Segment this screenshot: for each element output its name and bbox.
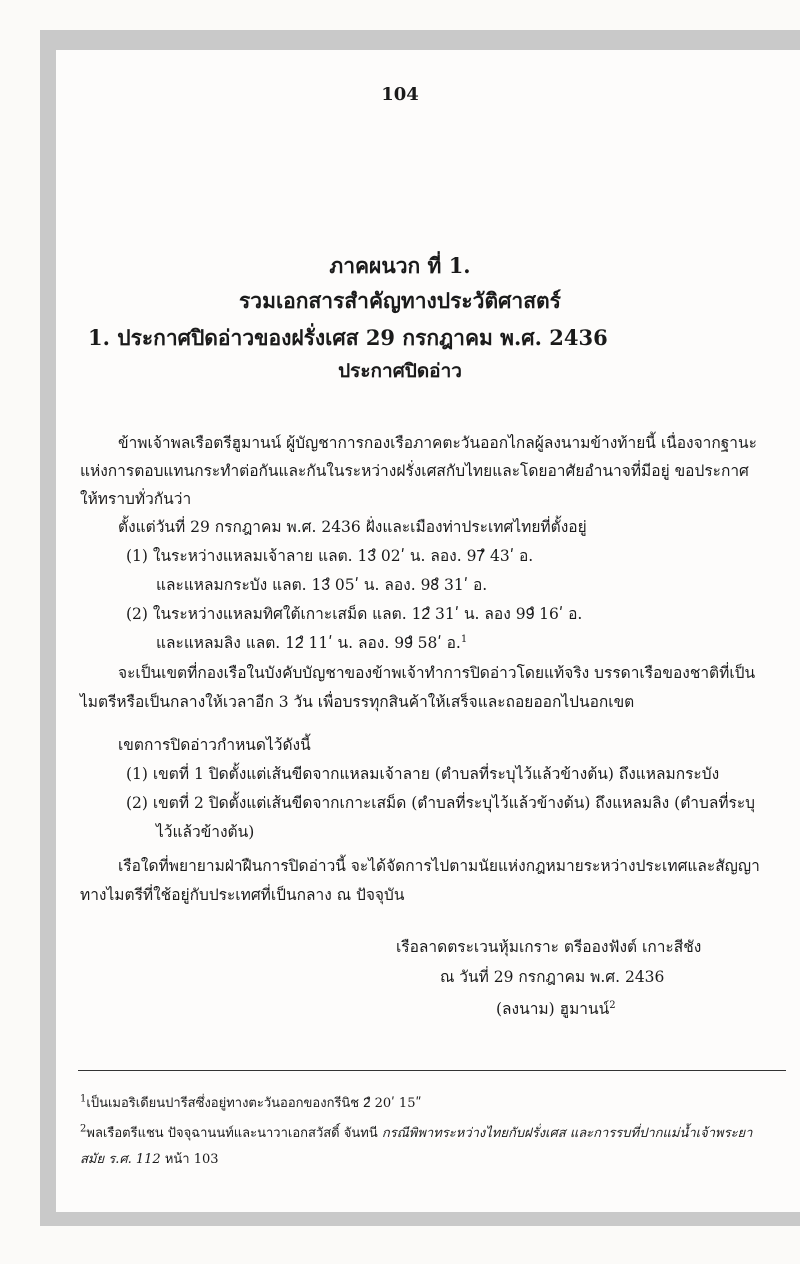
zone-item-2-line-2: ไว้แล้วข้างต้น)	[156, 823, 255, 841]
footnote-divider	[78, 1070, 786, 1071]
footnote-2-page: หน้า 103	[160, 1152, 219, 1167]
area-item-1-line-1: (1) ในระหว่างแหลมเจ้าลาย แลต. 13ํ 02ʹ น. ลอง. 97ํ 43ʹ อ.	[126, 547, 534, 565]
zone-item-1: (1) เขตที่ 1 ปิดตั้งแต่เส้นขีดจากแหลมเจ้าลาย (ตำบลที่ระบุไว้แล้วข้างต้น) ถึงแหลมกระบัง	[126, 765, 720, 783]
paragraph-3-line-2: ไมตรีหรือเป็นกลางให้เวลาอีก 3 วัน เพื่อบรรทุกสินค้าให้เสร็จและถอยออกไปนอกเขต	[80, 693, 635, 711]
appendix-heading: ภาคผนวก ที่ 1.	[329, 253, 471, 278]
footnote-2-mark: 2	[80, 1123, 87, 1135]
paragraph-2: ตั้งแต่วันที่ 29 กรกฎาคม พ.ศ. 2436 ฝั่งและเมืองท่าประเทศไทยที่ตั้งอยู่	[118, 518, 587, 536]
paragraph-1-line-2: แห่งการตอบแทนกระทำต่อกันและกันในระหว่างฝรั่งเศสกับไทยและโดยอาศัยอำนาจที่มีอยู่ ขอประกาศ	[80, 462, 749, 480]
footnote-1	[80, 1092, 421, 1113]
section-heading: 1. ประกาศปิดอ่าวของฝรั่งเศส 29 กรกฎาคม พ.ศ. 2436	[88, 325, 608, 350]
area-item-2-line-2-text: และแหลมลิง แลต. 12ํ 11ʹ น. ลอง. 99ํ 58ʹ อ.	[156, 634, 461, 653]
paragraph-5-line-1: เรือใดที่พยายามฝ่าฝืนการปิดอ่าวนี้ จะได้จัดการไปตามนัยแห่งกฎหมายระหว่างประเทศและสัญญา	[118, 857, 760, 875]
document-title: ประกาศปิดอ่าว	[338, 360, 462, 382]
paragraph-1-line-3: ให้ทราบทั่วกันว่า	[80, 490, 192, 508]
paragraph-4: เขตการปิดอ่าวกำหนดไว้ดังนี้	[118, 736, 311, 754]
footnote-2-line-1	[80, 1122, 752, 1143]
footnote-ref-2: 2	[609, 1000, 616, 1011]
page-number: 104	[381, 84, 419, 105]
collection-heading: รวมเอกสารสำคัญทางประวัติศาสตร์	[239, 288, 561, 313]
page-frame-bottom	[40, 1212, 800, 1226]
footnote-2-authors: พลเรือตรีแชน ปัจจุฉานนท์และนาวาเอกสวัสดิ์ จันทนี	[86, 1126, 382, 1141]
paragraph-3-line-1: จะเป็นเขตที่กองเรือในบังคับบัญชาของข้าพเจ้าทำการปิดอ่าวโดยแท้จริง บรรดาเรือของชาติที่เป็น	[118, 664, 756, 682]
paragraph-5-line-2: ทางไมตรีที่ใช้อยู่กับประเทศที่เป็นกลาง ณ ปัจจุบัน	[80, 886, 405, 904]
footnote-2-era: สมัย ร.ศ. 112	[80, 1152, 161, 1167]
paragraph-1-line-1: ข้าพเจ้าพลเรือตรีฮูมานน์ ผู้บัญชาการกองเรือภาคตะวันออกไกลผู้ลงนามข้างท้ายนี้ เนื่องจากฐานะ	[118, 434, 757, 452]
page-sheet	[56, 50, 800, 1212]
signature-name	[496, 1000, 616, 1019]
area-item-1-line-2: และแหลมกระบัง แลต. 13ํ 05ʹ น. ลอง. 98ํ 31ʹ อ.	[156, 576, 488, 594]
area-item-2-line-1: (2) ในระหว่างแหลมทิศใต้เกาะเสม็ด แลต. 12ํ 31ʹ น. ลอง 99ํ 16ʹ อ.	[126, 605, 583, 623]
footnote-2-book-title: กรณีพิพาทระหว่างไทยกับฝรั่งเศส และการรบที่ปากแม่น้ำเจ้าพระยา	[381, 1126, 753, 1141]
signature-name-text: (ลงนาม) ฮูมานน์	[496, 1000, 610, 1019]
footnote-1-mark: 1	[80, 1093, 87, 1105]
page-frame-left	[40, 30, 56, 1224]
footnote-2-line-2	[80, 1148, 219, 1169]
footnote-1-text: เป็นเมอริเดียนปารีสซึ่งอยู่ทางตะวันออกของกรีนิช 2ํ 20ʹ 15ʺ	[86, 1096, 422, 1111]
footnote-ref-1: 1	[460, 634, 468, 645]
area-item-2-line-2	[156, 634, 467, 653]
zone-item-2-line-1: (2) เขตที่ 2 ปิดตั้งแต่เส้นขีดจากเกาะเสม็ด (ตำบลที่ระบุไว้แล้วข้างต้น) ถึงแหลมลิง (ตำบลที่ระบุ	[126, 794, 756, 812]
signature-ship: เรือลาดตระเวนหุ้มเกราะ ตรีอองฟังต์ เกาะสีชัง	[396, 938, 702, 956]
page-frame-top	[40, 30, 800, 50]
signature-date: ณ วันที่ 29 กรกฎาคม พ.ศ. 2436	[440, 968, 665, 986]
